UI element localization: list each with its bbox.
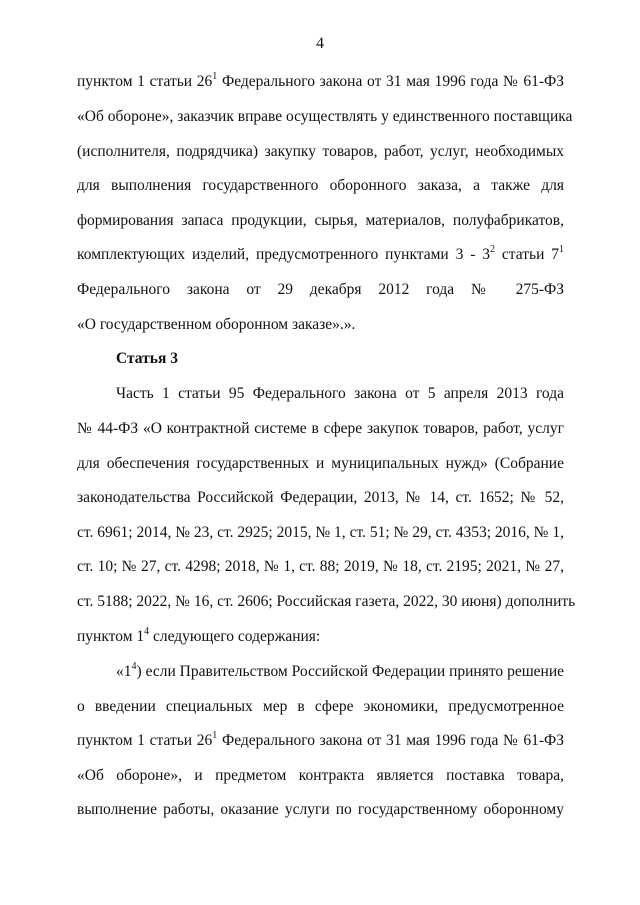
para1-line-1 — [77, 72, 564, 92]
para1-line-2: «Об обороне», заказчик вправе осуществлять у единственного поставщика — [77, 108, 573, 125]
para3-line-1 — [116, 662, 564, 682]
article-3-heading: Статья 3 — [116, 350, 178, 367]
para2-line-5: ст. 6961; 2014, № 23, ст. 2925; 2015, № 1, ст. 51; № 29, ст. 4353; 2016, № 1, — [77, 524, 564, 541]
para3-line-3-text-a: пунктом 1 статьи 26 — [77, 732, 213, 749]
page-number: 4 — [316, 35, 324, 52]
para2-line-2: № 44-ФЗ «О контрактной системе в сфере закупок товаров, работ, услуг — [77, 420, 564, 437]
para1-line-7: Федерального закона от 29 декабря 2012 года № 275-ФЗ — [77, 281, 564, 298]
para3-line-1-superscript: 4 — [131, 660, 137, 672]
para2-line-7: ст. 5188; 2022, № 16, ст. 2606; Российская газета, 2022, 30 июня) дополнить — [77, 593, 576, 610]
para3-line-5: выполнение работы, оказание услуги по государственному оборонному — [77, 801, 564, 818]
para1-line-8: «О государственном оборонном заказе».». — [77, 316, 356, 333]
para1-line-6 — [77, 245, 564, 265]
para1-line-4: для выполнения государственного оборонного заказа, а также для — [77, 177, 564, 194]
para1-line-1-text-a: пунктом 1 статьи 26 — [77, 73, 213, 90]
para2-line-8-superscript: 4 — [144, 625, 150, 637]
para3-line-1-text-b: ) если Правительством Российской Федерации принято решение — [136, 663, 564, 680]
para3-line-4: «Об обороне», и предметом контракта является поставка товара, — [77, 767, 564, 784]
para1-line-6-superscript: 2 — [490, 243, 496, 255]
para2-line-8-text-b: следующего содержания: — [149, 628, 321, 645]
para2-line-3: для обеспечения государственных и муниципальных нужд» (Собрание — [77, 455, 564, 472]
para3-line-2: о введении специальных мер в сфере экономики, предусмотренное — [77, 698, 564, 715]
para2-line-6: ст. 10; № 27, ст. 4298; 2018, № 1, ст. 88; 2019, № 18, ст. 2195; 2021, № 27, — [77, 558, 564, 575]
para2-line-8 — [77, 627, 564, 647]
para3-line-3 — [77, 731, 564, 751]
para3-line-3-superscript: 1 — [212, 729, 218, 741]
para1-line-3: (исполнителя, подрядчика) закупку товаров, работ, услуг, необходимых — [77, 143, 564, 160]
para2-line-1: Часть 1 статьи 95 Федерального закона от 5 апреля 2013 года — [116, 385, 564, 402]
para3-line-3-text-b: Федерального закона от 31 мая 1996 года № 61-ФЗ — [217, 732, 564, 749]
para1-line-6-text-a: комплектующих изделий, предусмотренного пунктами 3 - 3 — [77, 246, 491, 263]
para1-line-5: формирования запаса продукции, сырья, материалов, полуфабрикатов, — [77, 212, 564, 229]
para1-line-6-superscript-2: 1 — [559, 243, 564, 255]
para3-line-1-text-a: «1 — [116, 663, 132, 680]
para2-line-8-text-a: пунктом 1 — [77, 628, 145, 645]
para1-line-1-superscript: 1 — [212, 70, 218, 82]
para1-line-6-text-b: статьи 7 — [495, 246, 559, 263]
para2-line-4: законодательства Российской Федерации, 2013, № 14, ст. 1652; № 52, — [77, 489, 564, 506]
para1-line-1-text-b: Федерального закона от 31 мая 1996 года № 61-ФЗ — [217, 73, 564, 90]
